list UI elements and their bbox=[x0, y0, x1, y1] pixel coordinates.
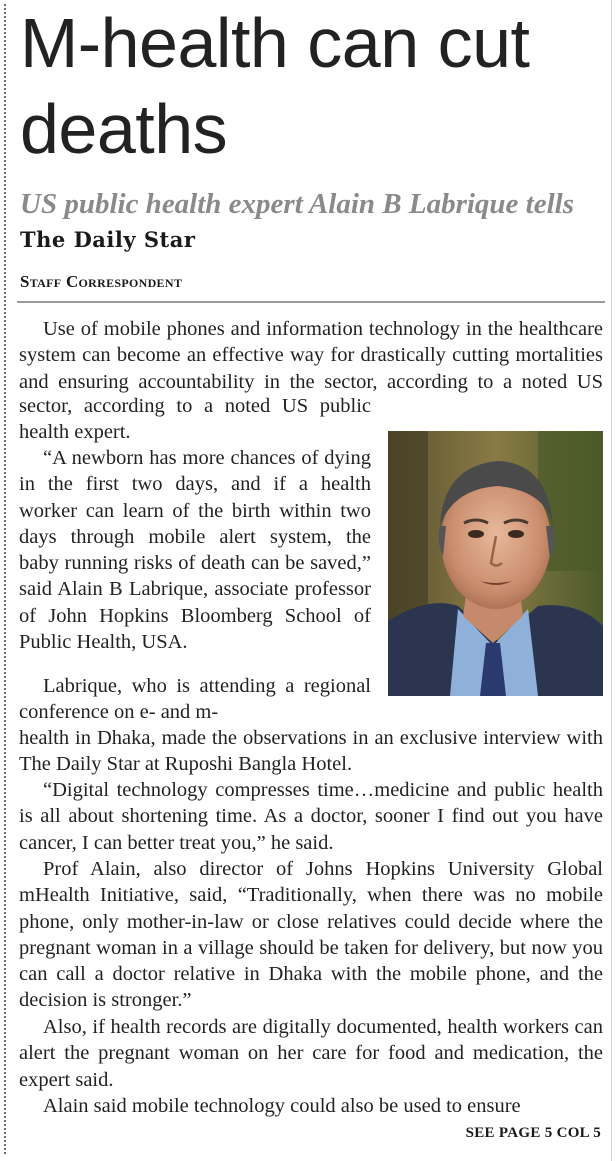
column-right-rule bbox=[611, 0, 612, 1161]
daily-star-wordmark: The Daily Star bbox=[20, 227, 196, 252]
paragraph-6: Also, if health records are digitally documented, health workers can alert the pregnant woman on her care for food and medication, the expert said. bbox=[19, 1016, 603, 1091]
headline: M-health can cut deaths bbox=[20, 4, 530, 168]
byline: Staff Correspondent bbox=[20, 272, 183, 291]
column-dotted-rule bbox=[4, 4, 6, 1154]
paragraph-4: “Digital technology compresses time…medicine and public health is all about shortening time. As a doctor, sooner I find out you have cancer, I can better treat you,” he said. bbox=[19, 779, 603, 854]
portrait-photo bbox=[388, 431, 603, 696]
subhead bbox=[20, 187, 610, 257]
paragraph-7: Alain said mobile technology could also be used to ensure bbox=[43, 1095, 521, 1117]
paragraph-3: Labrique, who is attending a regional conference on e- and m- bbox=[19, 675, 371, 724]
paragraph-5: Prof Alain, also director of Johns Hopkins University Global mHealth Initiative, said, “Traditionally, when there was no mobile phone, only mother-in-law or close relatives could decide where the pregnant woman in a village should be taken for delivery, but now you can call a doctor relative in Dhaka with the mobile phone, and the decision is stronger.” bbox=[19, 858, 603, 1012]
paragraph-1: Use of mobile phones and information technology in the healthcare system can become an effective way for drastically cutting mortalities and ensuring accountability in the sector, according to a noted US bbox=[19, 318, 603, 393]
jump-line: SEE PAGE 5 COL 5 bbox=[465, 1125, 601, 1141]
paragraph-2: “A newborn has more chances of dying in the first two days, and if a health worker can learn of the birth within two days through mobile alert system, the baby running risks of death can be saved,” said Alain B Labrique, associate professor of John Hopkins Bloomberg School of Public Health, USA. bbox=[19, 447, 371, 654]
byline-divider bbox=[17, 301, 605, 303]
paragraph-1-tail: sector, according to a noted US public health expert. bbox=[19, 395, 371, 444]
paragraph-1-wide bbox=[19, 316, 603, 396]
subhead-text: US public health expert Alain B Labrique tells bbox=[20, 188, 575, 220]
paragraph-3-tail: health in Dhaka, made the observations in an exclusive interview with The Daily Star at Ruposhi Bangla Hotel. bbox=[19, 727, 603, 776]
